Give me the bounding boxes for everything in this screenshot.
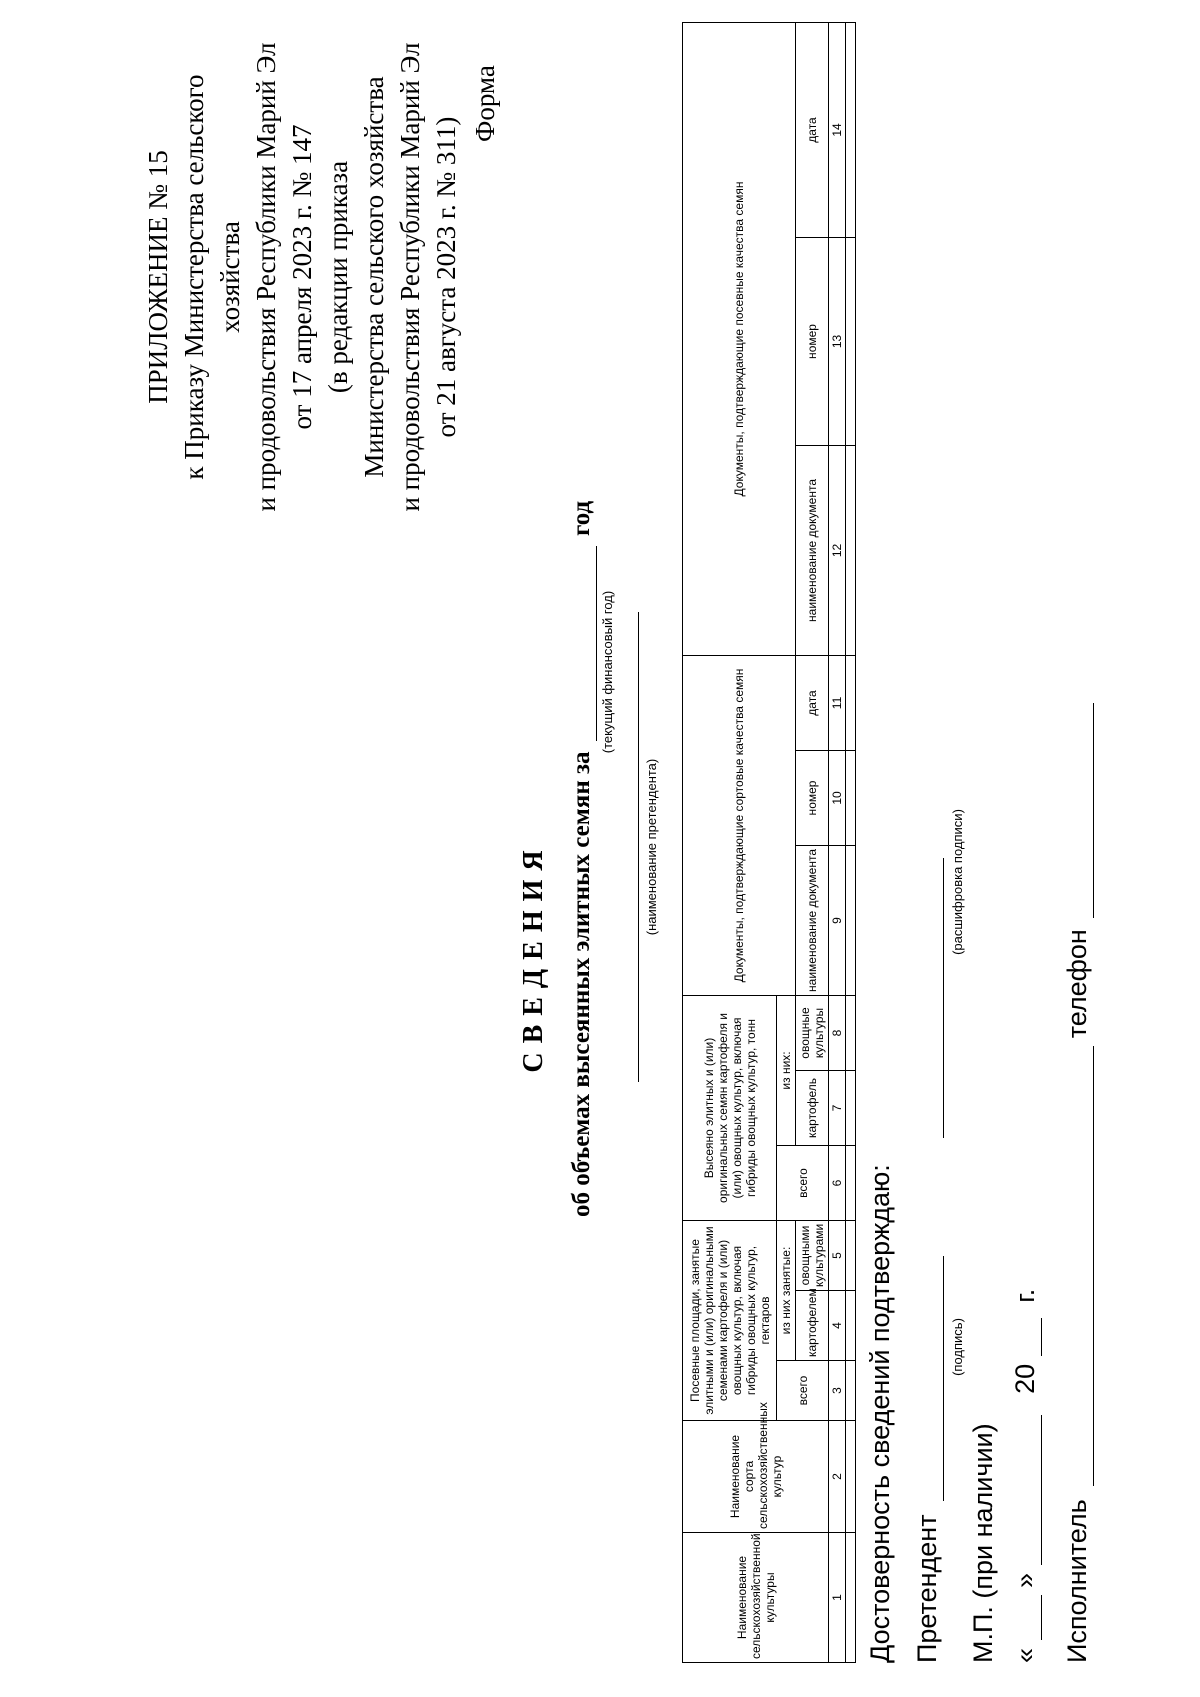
table-cell[interactable] bbox=[846, 1221, 856, 1291]
confirmation-text: Достоверность сведений подтверждаю: bbox=[865, 1164, 895, 1663]
varietal-docs-header: Документы, подтверждающие сортовые качества семян bbox=[683, 655, 796, 995]
seed-data-table bbox=[682, 22, 856, 1663]
sown-potato-header: картофель bbox=[796, 1071, 829, 1146]
col-crop-header: Наименование сельскохозяйственной культуры bbox=[683, 1533, 829, 1663]
table-cell[interactable] bbox=[846, 1146, 856, 1221]
signature-field[interactable] bbox=[912, 1256, 944, 1501]
day-field[interactable] bbox=[1010, 1595, 1042, 1640]
table-cell[interactable] bbox=[846, 1421, 856, 1533]
header-line: и продовольствия Республики Марий Эл bbox=[251, 42, 281, 512]
area-potato-header: картофелем bbox=[796, 1291, 829, 1361]
table-cell[interactable] bbox=[846, 445, 856, 655]
sowing-number-header: номер bbox=[796, 237, 829, 445]
area-group-header: Посевные площади, занятые элитными и (или) оригинальными семенами картофеля и (или) овощных культур, включая гибриды овощных культур, гектаров bbox=[683, 1221, 777, 1421]
col-number: 13 bbox=[829, 237, 846, 445]
year-prefix: 20 bbox=[1010, 1363, 1040, 1394]
col-number: 6 bbox=[829, 1146, 846, 1221]
header-line: ПРИЛОЖЕНИЕ № 15 bbox=[143, 150, 173, 404]
sown-total-header: всего bbox=[777, 1146, 829, 1221]
sowing-date-header: дата bbox=[796, 22, 829, 237]
table-cell[interactable] bbox=[846, 655, 856, 750]
claimant-label: Претендент bbox=[912, 1514, 942, 1663]
col-number: 8 bbox=[829, 995, 846, 1070]
quote-open: « bbox=[1010, 1647, 1040, 1663]
col-number: 14 bbox=[829, 22, 846, 237]
quote-close: » bbox=[1010, 1572, 1040, 1588]
claimant-row bbox=[912, 858, 944, 1663]
area-total-header: всего bbox=[777, 1361, 829, 1421]
sown-group-header: Высеяно элитных и (или) оригинальных семян картофеля и (или) овощных культур, включая гибриды овощных культур, тонн bbox=[683, 995, 777, 1220]
col-number: 4 bbox=[829, 1291, 846, 1361]
signature-decode-caption: (расшифровка подписи) bbox=[950, 809, 965, 955]
col-number: 7 bbox=[829, 1071, 846, 1146]
document-title: СВЕДЕНИЯ bbox=[518, 841, 549, 1073]
signature-caption: (подпись) bbox=[950, 1318, 965, 1376]
col-number: 2 bbox=[829, 1421, 846, 1533]
header-line: Министерства сельского хозяйства bbox=[359, 76, 389, 478]
year-caption: (текущий финансовый год) bbox=[600, 590, 615, 754]
executor-field[interactable] bbox=[1062, 1046, 1094, 1486]
col-number: 12 bbox=[829, 445, 846, 655]
table-cell[interactable] bbox=[846, 750, 856, 845]
form-label: Форма bbox=[470, 65, 500, 142]
table-cell[interactable] bbox=[846, 1291, 856, 1361]
area-veg-header: овощными культурами bbox=[796, 1221, 829, 1291]
executor-row bbox=[1062, 703, 1094, 1663]
claimant-name-field[interactable] bbox=[638, 612, 639, 1082]
varietal-number-header: номер bbox=[796, 750, 829, 845]
col-number: 1 bbox=[829, 1533, 846, 1663]
varietal-date-header: дата bbox=[796, 655, 829, 750]
table-cell[interactable] bbox=[846, 1361, 856, 1421]
month-field[interactable] bbox=[1010, 1415, 1042, 1565]
header-line: и продовольствия Республики Марий Эл bbox=[395, 42, 425, 512]
col-variety-header: Наименование сорта сельскохозяйственных культур bbox=[683, 1421, 829, 1533]
sown-of-them-header: из них: bbox=[777, 995, 796, 1145]
col-number: 5 bbox=[829, 1221, 846, 1291]
appendix-header bbox=[140, 17, 464, 537]
table-cell[interactable] bbox=[846, 1533, 856, 1663]
signature-decode-field[interactable] bbox=[912, 858, 944, 1138]
year-digits-field[interactable] bbox=[1010, 1318, 1042, 1356]
executor-label: Исполнитель bbox=[1062, 1499, 1092, 1663]
year-suffix: г. bbox=[1010, 1288, 1040, 1303]
stamp-note: М.П. (при наличии) bbox=[968, 1423, 998, 1663]
table-cell[interactable] bbox=[846, 845, 856, 995]
col-number: 9 bbox=[829, 845, 846, 995]
date-row bbox=[1010, 1289, 1042, 1663]
header-line: к Приказу Министерства сельского хозяйства bbox=[179, 74, 245, 480]
year-field[interactable] bbox=[568, 546, 597, 741]
subtitle-text: об объемах высеянных элитных семян за bbox=[568, 751, 595, 1217]
subtitle-suffix: год bbox=[568, 500, 595, 536]
header-line: от 17 апреля 2023 г. № 147 bbox=[287, 124, 317, 430]
sown-veg-header: овощные культуры bbox=[796, 995, 829, 1070]
header-line: от 21 августа 2023 г. № 311) bbox=[431, 116, 461, 438]
table-cell[interactable] bbox=[846, 237, 856, 445]
phone-field[interactable] bbox=[1062, 703, 1094, 918]
col-number: 11 bbox=[829, 655, 846, 750]
col-number: 10 bbox=[829, 750, 846, 845]
varietal-doc-name-header: наименование документа bbox=[796, 845, 829, 995]
col-number: 3 bbox=[829, 1361, 846, 1421]
sowing-doc-name-header: наименование документа bbox=[796, 445, 829, 655]
sowing-docs-header: Документы, подтверждающие посевные качества семян bbox=[683, 22, 796, 655]
table-cell[interactable] bbox=[846, 995, 856, 1070]
header-line: (в редакции приказа bbox=[323, 160, 353, 394]
table-cell[interactable] bbox=[846, 1071, 856, 1146]
phone-label: телефон bbox=[1062, 929, 1092, 1039]
table-cell[interactable] bbox=[846, 22, 856, 237]
document-subtitle bbox=[568, 501, 597, 1217]
claimant-caption: (наименование претендента) bbox=[644, 758, 659, 936]
area-of-them-header: из них занятые: bbox=[777, 1221, 796, 1361]
